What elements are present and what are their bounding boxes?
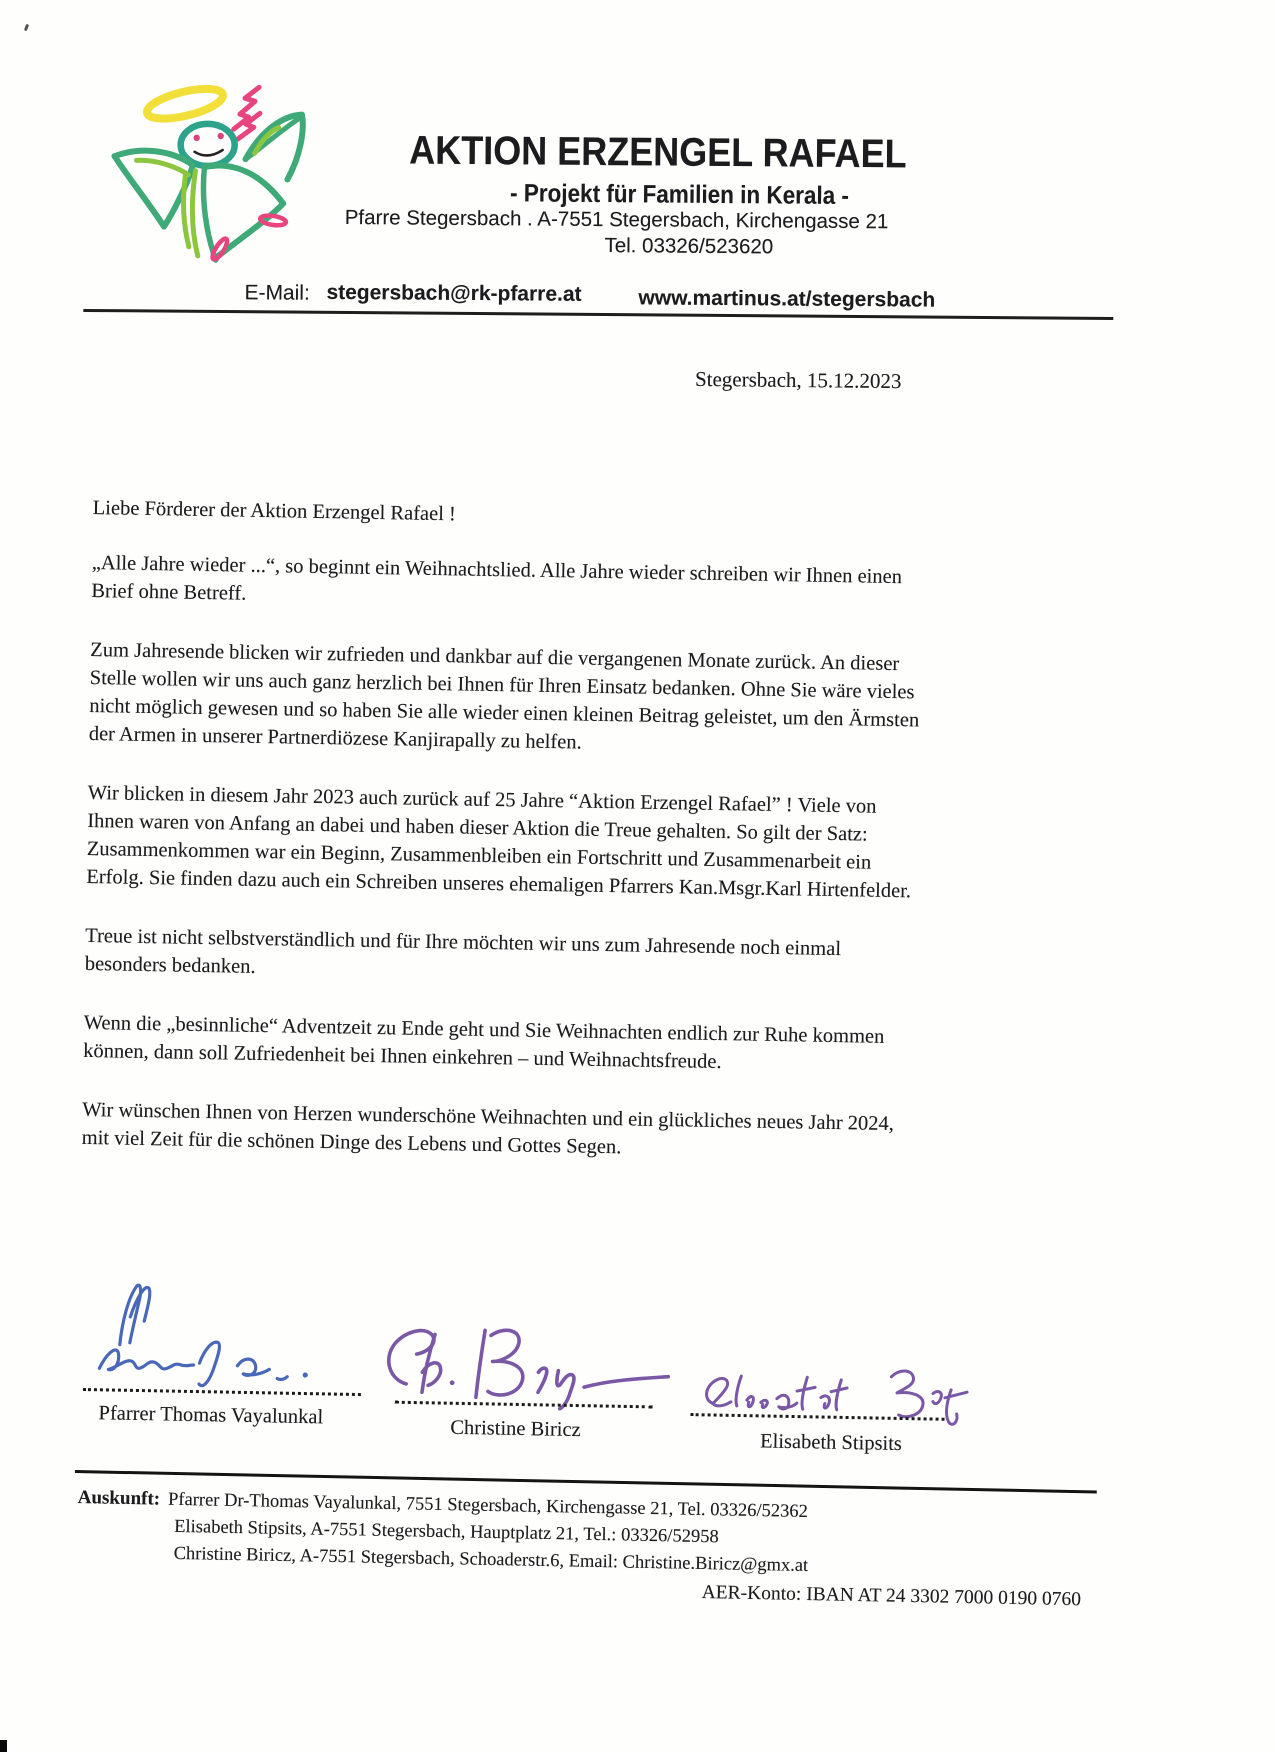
signature-vayalunkal-icon xyxy=(89,1274,326,1400)
header-rule xyxy=(83,309,1113,320)
signature-block xyxy=(82,1278,985,1464)
account-line: AER-Konto: IBAN AT 24 3302 7000 0190 0760 xyxy=(701,1581,1082,1611)
dateline: Stegersbach, 15.12.2023 xyxy=(694,366,902,394)
footer-contact-block xyxy=(76,1484,1088,1613)
signature-biricz-icon xyxy=(368,1321,682,1413)
org-subtitle: - Projekt für Familien in Kerala - xyxy=(509,179,849,210)
angel-drawing-icon xyxy=(87,66,329,273)
footer-line: Christine Biricz, A-7551 Stegersbach, Schoaderstr.6, Email: Christine.Biricz@gmx.at xyxy=(173,1543,809,1577)
email-label: E-Mail: xyxy=(244,281,310,305)
website-url: www.martinus.at/stegersbach xyxy=(638,286,936,312)
letter-body xyxy=(81,494,1133,1201)
salutation: Liebe Förderer der Aktion Erzengel Rafael ! xyxy=(92,496,457,526)
scan-edge-artifact xyxy=(0,1740,7,1752)
letter-paragraph: Wir blicken in diesem Jahr 2023 auch zurück auf 25 Jahre “Aktion Erzengel Rafael” ! Viele von Ihnen waren von Anfang an dabei und haben dieser Aktion die Treue gehalten. So gilt der Satz: Zusammenkommen war ein Beginn, Zusammenbleiben ein Fortschritt und Zusammenarbeit ein Erfolg. Sie finden dazu auch ein Schreiben unseres ehemaligen Pfarrers Kan.Msgr.Karl Hirtenfelder. xyxy=(86,781,912,903)
org-title: AKTION ERZENGEL RAFAEL xyxy=(408,128,907,177)
letter-paragraph: Treue ist nicht selbstverständlich und für Ihre möchten wir uns zum Jahresende noch einmal besonders bedanken. xyxy=(84,924,842,978)
letter-paragraph: Wir wünschen Ihnen von Herzen wunderschöne Weihnachten und ein glückliches neues Jahr 2024, mit viel Zeit für die schönen Dinge des Lebens und Gottes Segen. xyxy=(81,1098,895,1159)
signature-name: Elisabeth Stipsits xyxy=(759,1430,903,1455)
org-phone: Tel. 03326/523620 xyxy=(604,234,774,259)
org-address: Pfarre Stegersbach . A-7551 Stegersbach, Kirchengasse 21 xyxy=(344,206,889,234)
signature-name: Pfarrer Thomas Vayalunkal xyxy=(98,1402,324,1429)
letterhead xyxy=(0,0,1275,339)
signature-name: Christine Biricz xyxy=(450,1416,581,1442)
email-address: stegersbach@rk-pfarre.at xyxy=(326,280,582,306)
footer-contact: Pfarrer Dr-Thomas Vayalunkal, 7551 Stegersbach, Kirchengasse 21, Tel. 03326/52362 xyxy=(167,1489,809,1523)
letter-paragraph: Zum Jahresende blicken wir zufrieden und dankbar auf die vergangenen Monate zurück. An dieser Stelle wollen wir uns auch ganz herzlich bei Ihnen für Ihren Einsatz bedanken. Ohne Sie wäre vieles nicht möglich gewesen und so haben Sie alle wieder einen kleinen Beitrag geleistet, um den Ärmsten der Armen in unserer Partnerdiözese Kanjirapally zu helfen. xyxy=(88,638,920,754)
letter-paragraph: Wenn die „besinnliche“ Adventzeit zu Ende geht und Sie Weihnachten endlich zur Ruhe kommen können, dann soll Zufriedenheit bei Ihnen einkehren – und Weihnachtsfreude. xyxy=(83,1011,885,1074)
letter-paragraph: „Alle Jahre wieder ...“, so beginnt ein Weihnachtslied. Alle Jahre wieder schreiben wir Ihnen einen Brief ohne Betreff. xyxy=(91,551,903,605)
footer-line: Elisabeth Stipsits, A-7551 Stegersbach, Hauptplatz 21, Tel.: 03326/52958 xyxy=(174,1516,719,1548)
footer-label: Auskunft: xyxy=(77,1486,161,1510)
